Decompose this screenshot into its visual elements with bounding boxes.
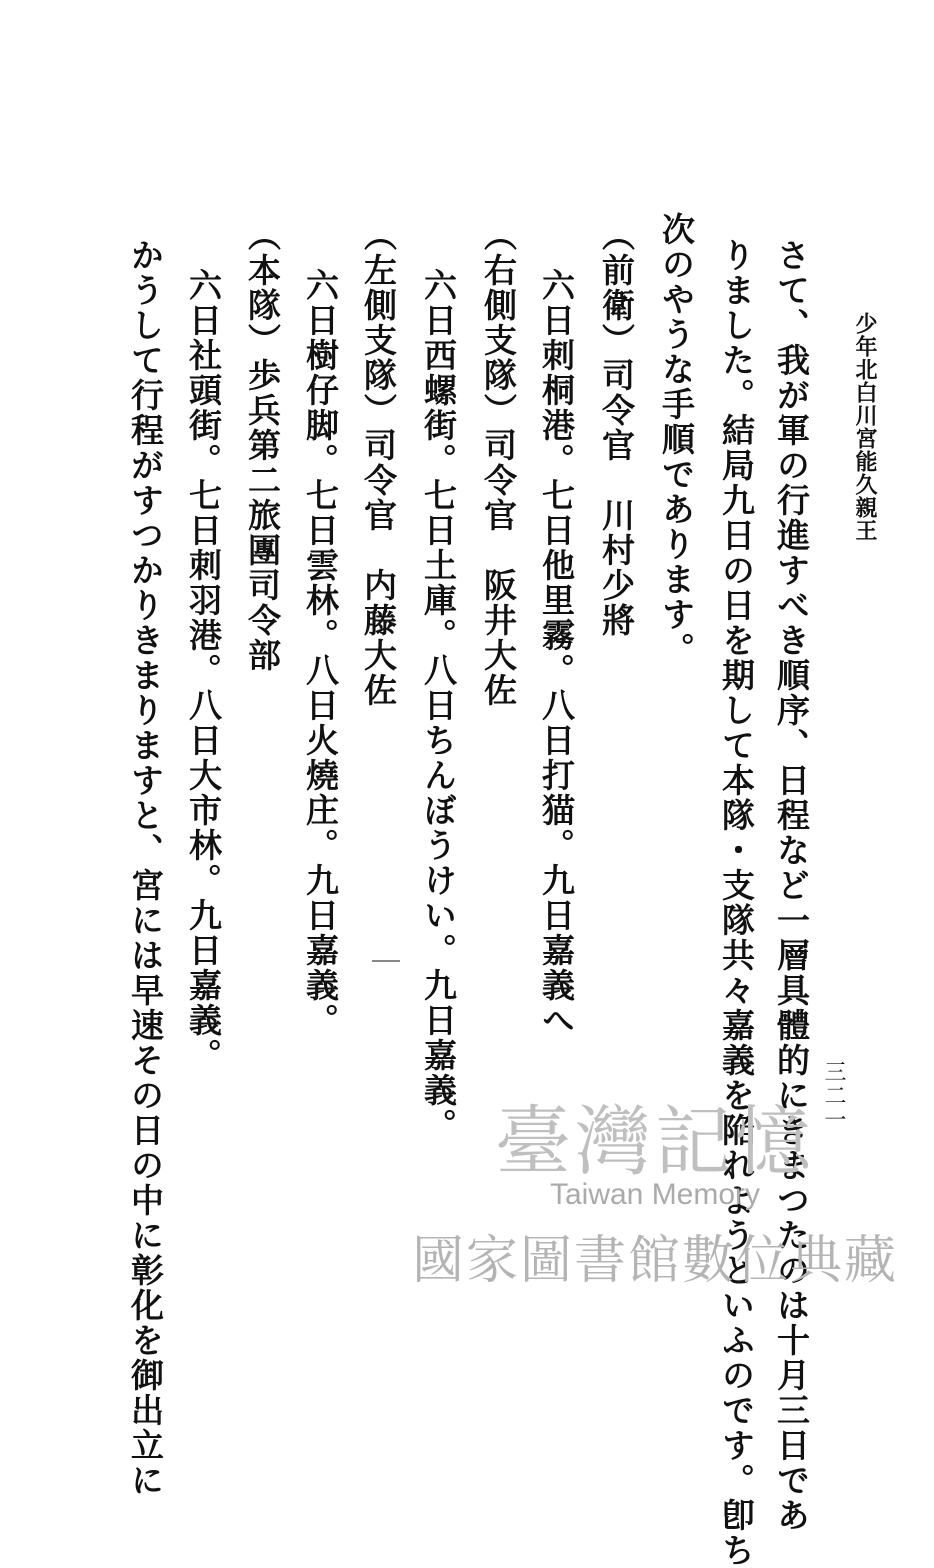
- text-line-8: （左側支隊）司令官 内藤大佐: [359, 218, 398, 708]
- text-line-11: 六日社頭街。七日刺羽港。八日大市林。九日嘉義。: [184, 268, 223, 1073]
- watermark-logo: 臺灣記憶: [495, 1097, 815, 1186]
- text-line-6: （右側支隊）司令官 阪井大佐: [479, 218, 518, 708]
- watermark: [395, 1097, 915, 1293]
- text-line-2: りました。結局九日の日を期して本隊・支隊共々嘉義を陥れようといふのです。卽ち: [717, 238, 756, 1568]
- watermark-subtitle: 國家圖書館數位典藏: [411, 1230, 898, 1291]
- running-title: 少年北白川宮能久親王: [852, 312, 878, 542]
- text-line-1: さて、我が軍の行進すべき順序、日程など一層具體的にきまつたのは十月三日であ: [772, 238, 811, 1533]
- text-line-4: （前衛）司令官 川村少將: [597, 218, 636, 638]
- page-number: 三二一: [821, 1060, 846, 1132]
- text-line-9: 六日樹仔脚。七日雲林。八日火燒庄。九日嘉義。: [301, 268, 340, 1038]
- text-line-3: 次のやうな手順であります。: [657, 212, 696, 667]
- text-line-5: 六日刺桐港。七日他里霧。八日打猫。九日嘉義へ: [537, 268, 576, 1038]
- ink-mark: [372, 960, 400, 962]
- text-line-10: （本隊）歩兵第二旅團司令部: [243, 218, 282, 673]
- text-line-7: 六日西螺街。七日土庫。八日ちんぼうけい。九日嘉義。: [419, 268, 458, 1143]
- text-line-12: かうして行程がすつかりきまりますと、宮には早速その日の中に彰化を御出立に: [126, 238, 165, 1498]
- watermark-english: Taiwan Memory: [549, 1177, 761, 1211]
